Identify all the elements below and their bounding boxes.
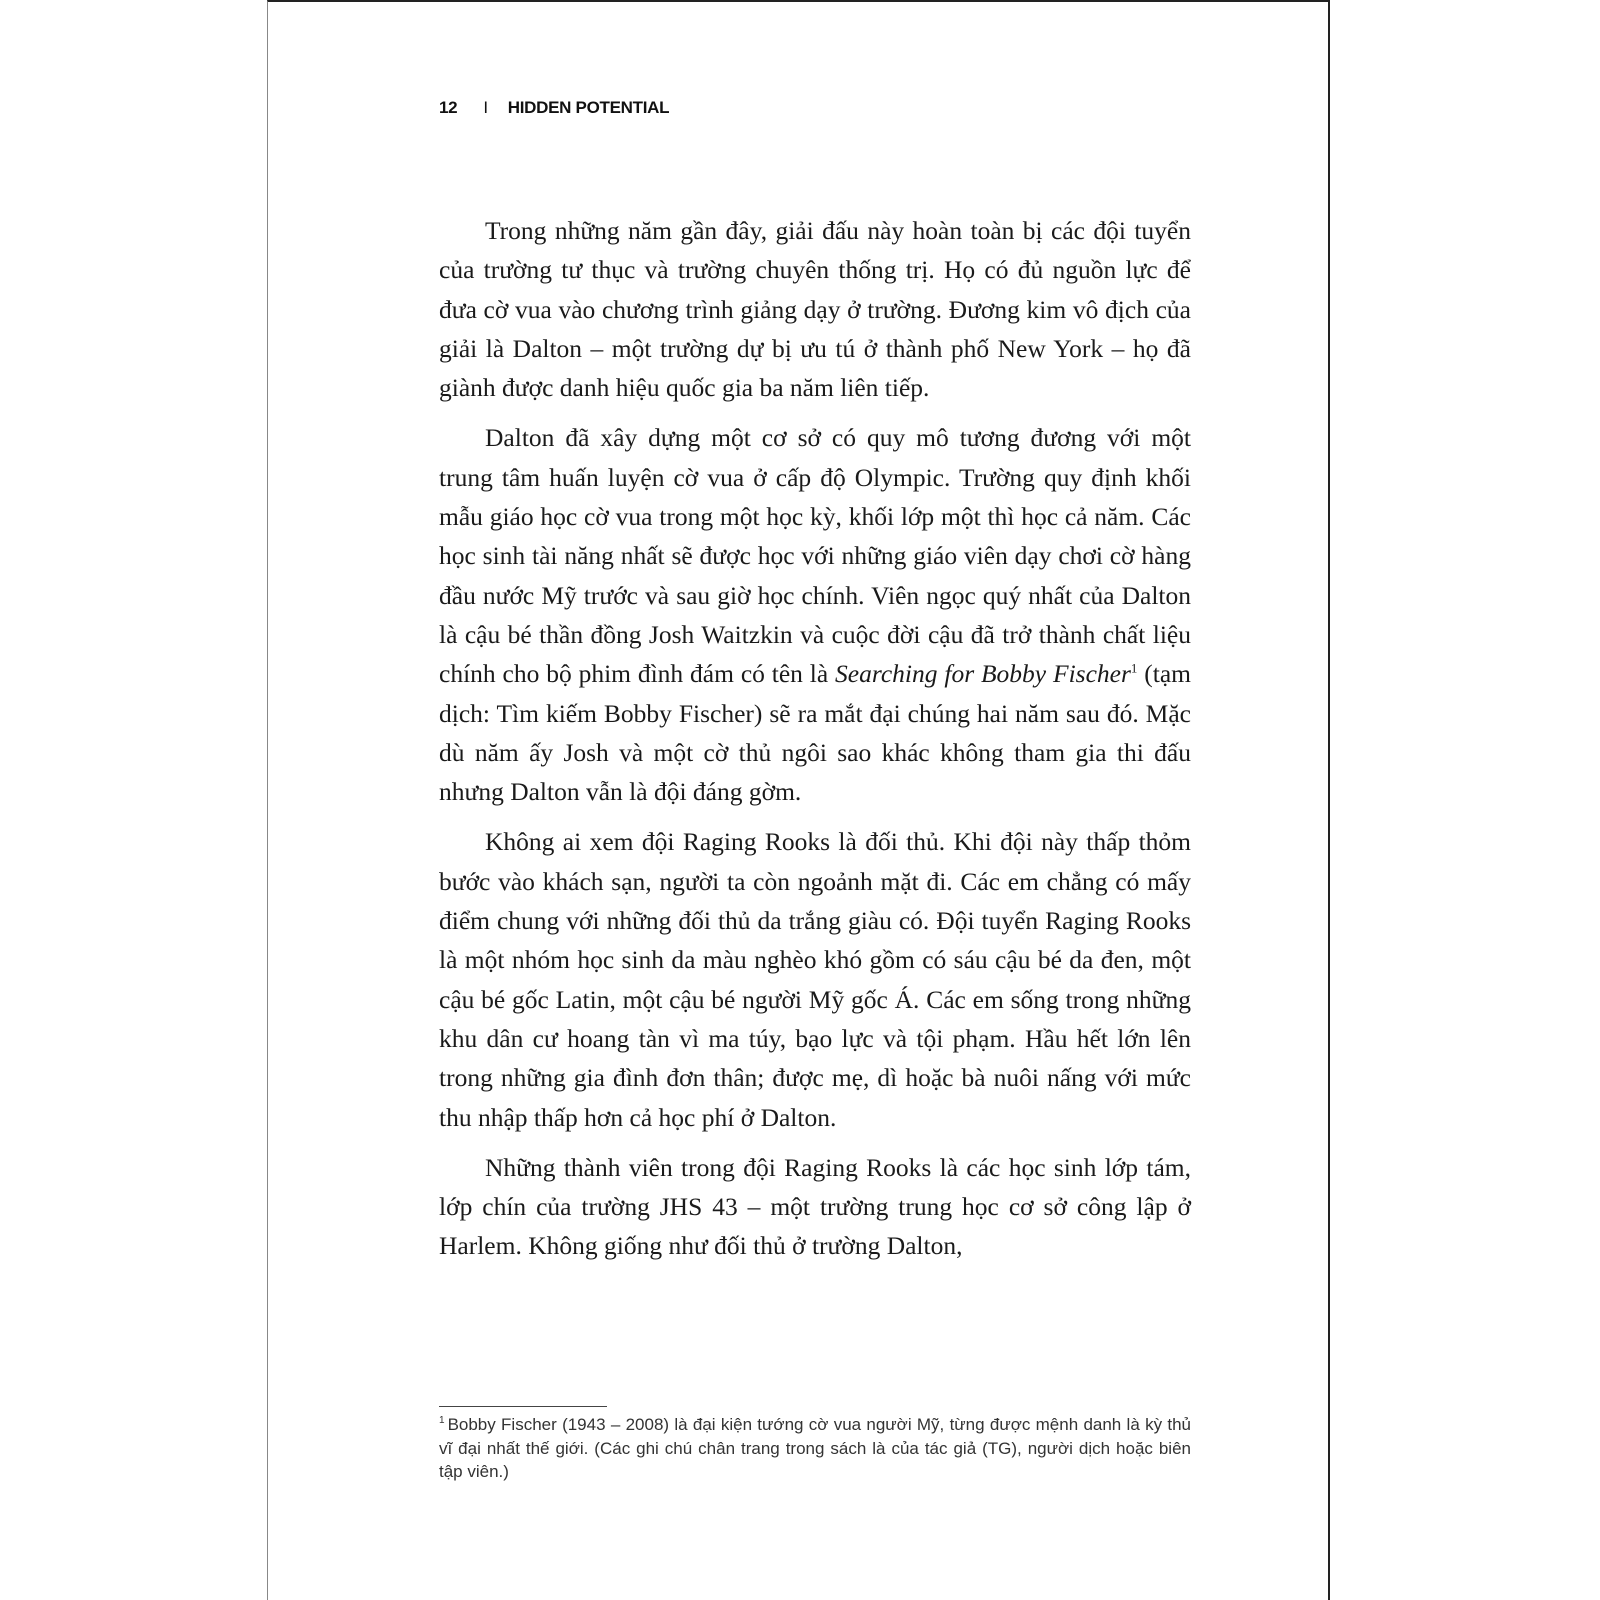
footnote-text: Bobby Fischer (1943 – 2008) là đại kiện tướng cờ vua người Mỹ, từng được mệnh danh là kỳ thủ vĩ đại nhất thế giới. (Các ghi chú chân trang trong sách là của tác giả (TG), người dịch hoặc biên tập viên.) xyxy=(439,1415,1191,1481)
footnote-reference: 1 xyxy=(1130,660,1138,676)
header-separator: I xyxy=(483,98,488,117)
paragraph-2-text-before: Dalton đã xây dựng một cơ sở có quy mô tương đương với một trung tâm huấn luyện cờ vua ở cấp độ Olympic. Trường quy định khối mẫu giáo học cờ vua trong một học kỳ, khối lớp một thì học cả năm. Các học sinh tài năng nhất sẽ được học với những giáo viên dạy chơi cờ hàng đầu nước Mỹ trước và sau giờ học chính. Viên ngọc quý nhất của Dalton là cậu bé thần đồng Josh Waitzkin và cuộc đời cậu đã trở thành chất liệu chính cho bộ phim đình đám có tên là xyxy=(439,423,1191,689)
footnote-marker: 1 xyxy=(439,1415,445,1427)
body-text xyxy=(439,211,1191,1277)
film-title: Searching for Bobby Fischer xyxy=(835,659,1131,689)
running-header xyxy=(439,98,669,118)
footnote xyxy=(439,1413,1191,1484)
paragraph-4: Những thành viên trong đội Raging Rooks là các học sinh lớp tám, lớp chín của trường JHS 43 – một trường trung học cơ sở công lập ở Harlem. Không giống như đối thủ ở trường Dalton, xyxy=(439,1152,1191,1261)
book-title: HIDDEN POTENTIAL xyxy=(507,98,670,117)
paragraph-3: Không ai xem đội Raging Rooks là đối thủ. Khi đội này thấp thỏm bước vào khách sạn, người ta còn ngoảnh mặt đi. Các em chẳng có mấy điểm chung với những đối thủ da trắng giàu có. Đội tuyển Raging Rooks là một nhóm học sinh da màu nghèo khó gồm có sáu cậu bé da đen, một cậu bé gốc Latin, một cậu bé người Mỹ gốc Á. Các em sống trong những khu dân cư hoang tàn vì ma túy, bạo lực và tội phạm. Hầu hết lớn lên trong những gia đình đơn thân; được mẹ, dì hoặc bà nuôi nấng với mức thu nhập thấp hơn cả học phí ở Dalton. xyxy=(439,827,1191,1132)
page-number: 12 xyxy=(439,98,458,117)
paragraph-1: Trong những năm gần đây, giải đấu này hoàn toàn bị các đội tuyển của trường tư thục và trường chuyên thống trị. Họ có đủ nguồn lực để đưa cờ vua vào chương trình giảng dạy ở trường. Đương kim vô địch của giải là Dalton – một trường dự bị ưu tú ở thành phố New York – họ đã giành được danh hiệu quốc gia ba năm liên tiếp. xyxy=(439,216,1191,403)
footnote-divider xyxy=(439,1406,607,1407)
paragraph-2-text-after: (tạm dịch: Tìm kiếm Bobby Fischer) sẽ ra mắt đại chúng hai năm sau đó. Mặc dù năm ấy Josh và một cờ thủ ngôi sao khác không tham gia thi đấu nhưng Dalton vẫn là đội đáng gờm. xyxy=(439,659,1191,807)
paragraph-2 xyxy=(439,418,1191,811)
